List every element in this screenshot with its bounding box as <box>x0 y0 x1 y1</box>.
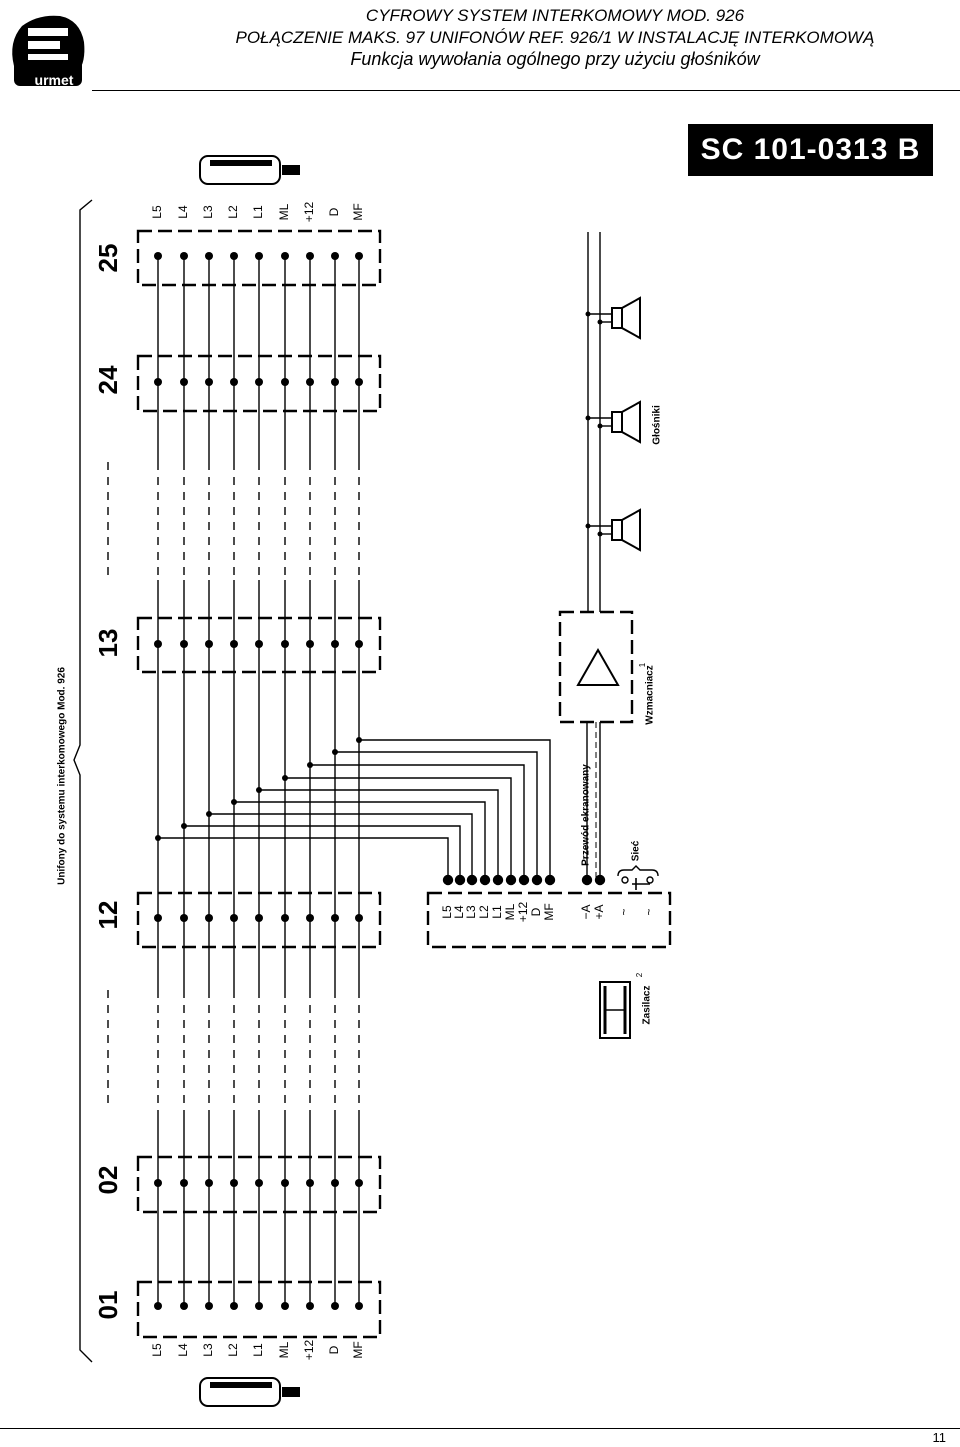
terminal-label-top: L1 <box>251 205 266 219</box>
speaker-node <box>586 312 591 317</box>
central-terminal <box>647 877 653 883</box>
feeder-wire <box>310 765 524 880</box>
handset-cord <box>282 165 300 175</box>
terminal-label-top: D <box>327 207 342 217</box>
unit-number-24: 24 <box>92 365 123 395</box>
central-terminal <box>456 876 465 885</box>
terminal-label-top: L5 <box>150 205 165 219</box>
central-terminal-label: +A <box>592 904 607 920</box>
speakers-label: Głośniki <box>651 405 663 445</box>
handset-top <box>200 156 300 184</box>
terminal-label-bottom: L4 <box>176 1343 191 1357</box>
handset-cord <box>282 1387 300 1397</box>
central-terminal <box>444 876 453 885</box>
unit-number-02: 02 <box>92 1165 123 1195</box>
terminal-label-bottom: MF <box>351 1341 366 1359</box>
feeder-wire <box>285 778 511 880</box>
bus-wires <box>108 256 550 1306</box>
speaker-magnet <box>612 412 622 432</box>
speaker-1 <box>586 298 641 338</box>
terminal-label-top: L3 <box>201 205 216 219</box>
terminal-label-top: MF <box>351 203 366 221</box>
central-terminal-label: L3 <box>464 905 479 919</box>
central-terminal <box>507 876 516 885</box>
speakers <box>586 232 641 612</box>
central-terminal-label: L1 <box>490 905 505 919</box>
terminal-label-bottom: L5 <box>150 1343 165 1357</box>
logo-text: urmet <box>34 72 74 88</box>
terminal-label-bottom: L1 <box>251 1343 266 1357</box>
terminal-label-bottom: L3 <box>201 1343 216 1357</box>
unit-number-12: 12 <box>92 900 123 930</box>
central-terminal <box>494 876 503 885</box>
drawing-code-box: SC 101-0313 B <box>688 124 933 176</box>
handset-bottom <box>200 1378 300 1406</box>
amplifier-symbol <box>578 650 618 685</box>
shielded-cable-label: Przewód ekranowany <box>580 764 592 866</box>
speaker-magnet <box>612 520 622 540</box>
speaker-magnet <box>612 308 622 328</box>
page-subtitle: POŁĄCZENIE MAKS. 97 UNIFONÓW REF. 926/1 W INSTALACJĘ INTERKOMOWĄ <box>235 28 875 47</box>
feeder-wire <box>184 826 460 880</box>
unit-number-01: 01 <box>92 1290 123 1320</box>
terminal-label-bottom: +12 <box>302 1339 317 1361</box>
unit-number-25: 25 <box>92 243 123 273</box>
system-bracket-line <box>74 200 92 1362</box>
feeder-wire <box>209 814 472 880</box>
central-terminal-label: L4 <box>452 905 467 919</box>
footer-rule <box>0 1428 960 1429</box>
central-terminal <box>520 876 529 885</box>
amplifier-box <box>560 612 632 722</box>
speaker-cone <box>622 402 640 442</box>
mains-brace <box>618 866 658 876</box>
central-terminal-label: −A <box>579 904 594 920</box>
page-title: CYFROWY SYSTEM INTERKOMOWY MOD. 926 <box>365 6 745 25</box>
handset-grip <box>210 1382 272 1388</box>
feeder-wire <box>259 790 498 880</box>
terminal-label-top: L2 <box>226 205 241 219</box>
amplifier-note: 1 <box>638 662 648 668</box>
system-bracket <box>74 200 92 1362</box>
speaker-3 <box>586 510 641 550</box>
power-supply-label: Zasilacz <box>641 985 653 1025</box>
central-terminal <box>533 876 542 885</box>
feeder-wire <box>158 838 448 880</box>
central-terminal-label: ~ <box>617 908 632 916</box>
speaker-node <box>598 320 603 325</box>
central-terminal-label: ML <box>503 903 518 921</box>
terminal-label-top: ML <box>277 203 292 221</box>
central-terminal <box>622 877 628 883</box>
unit-number-13: 13 <box>92 628 123 658</box>
central-terminal-label: D <box>529 907 544 917</box>
feeder-wire <box>359 740 550 880</box>
central-terminal <box>546 876 555 885</box>
power-supply-note: 2 <box>635 972 645 978</box>
terminal-label-top: +12 <box>302 201 317 223</box>
amplifier-label: Wzmacniacz <box>644 665 656 725</box>
central-terminal-label: L2 <box>477 905 492 919</box>
speaker-node <box>598 532 603 537</box>
terminal-label-bottom: L2 <box>226 1343 241 1357</box>
speaker-cone <box>622 510 640 550</box>
terminal-label-bottom: ML <box>277 1341 292 1359</box>
terminal-label-bottom: D <box>327 1345 342 1355</box>
mains-label: Sieć <box>630 840 642 862</box>
speaker-node <box>586 416 591 421</box>
side-label: Unifony do systemu interkomowego Mod. 926 <box>56 667 68 885</box>
central-terminal-label: MF <box>542 903 557 921</box>
feeder-wire <box>335 752 537 880</box>
central-unit <box>428 612 670 1038</box>
speaker-2 <box>586 402 641 442</box>
handset-grip <box>210 160 272 166</box>
terminal-label-top: L4 <box>176 205 191 219</box>
speaker-cone <box>622 298 640 338</box>
page-subtitle-2: Funkcja wywołania ogólnego przy użyciu głośników <box>350 49 760 69</box>
speaker-node <box>586 524 591 529</box>
central-terminal-label: +12 <box>516 901 531 923</box>
central-terminal <box>468 876 477 885</box>
central-terminal-label: L5 <box>440 905 455 919</box>
page-number: 11 <box>932 1430 946 1445</box>
central-terminal-label: ~ <box>642 908 657 916</box>
speaker-node <box>598 424 603 429</box>
central-terminal <box>481 876 490 885</box>
